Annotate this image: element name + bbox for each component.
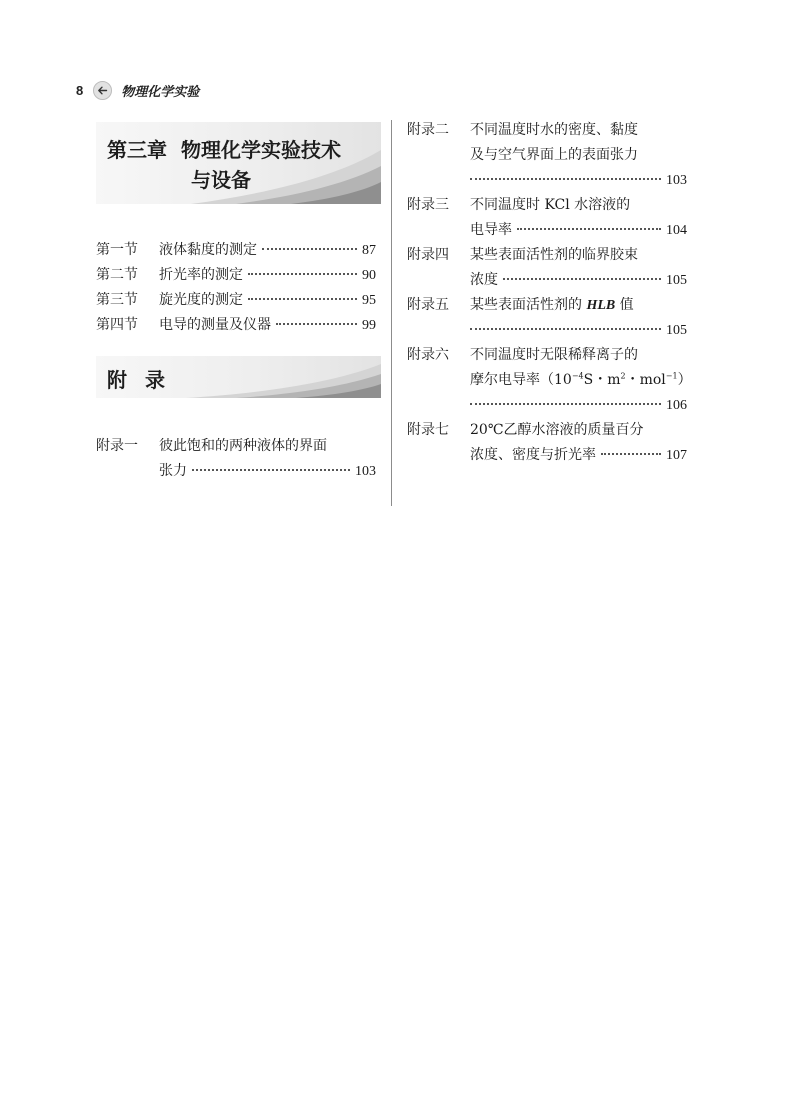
unit-part: S・m [583,372,621,388]
page-header [76,80,199,100]
toc-appendix-2[interactable] [407,122,687,189]
appendix-label: 附录一 [96,438,138,454]
page-number: 8 [76,82,84,98]
appendix-title-line1: 彼此饱和的两种液体的界面 [159,438,327,454]
appendix-title-line1: 某些表面活性剂的临界胶束 [470,247,638,263]
appendix-page-number: 106 [666,398,687,413]
exponent: −4 [571,371,584,381]
hlb-term: HLB [586,298,616,313]
appendix-label: 附录四 [407,247,449,263]
appendix-page-number: 103 [355,464,376,479]
appendix-title-line1: 20℃乙醇水溶液的质量百分 [470,422,644,438]
dot-leader [470,328,661,330]
unit-part: ・mol [625,372,666,388]
appendix-title-line2: 浓度 [470,272,498,288]
toc-appendix-1[interactable] [96,438,376,480]
section-title: 液体黏度的测定 [159,242,257,258]
appendix-title-line2: 电导率 [470,222,512,238]
section-title: 旋光度的测定 [159,292,243,308]
appendix-heading: 附录 [107,368,183,392]
exponent: −1 [665,371,678,381]
section-label: 第二节 [96,267,138,283]
appendix-title-line1 [470,297,634,314]
appendix-banner [96,356,381,398]
appendix-page-number: 103 [666,173,687,188]
section-label: 第一节 [96,242,138,258]
appendix-title-line2: 张力 [159,463,187,479]
appendix-title-suffix: 值 [615,297,634,313]
appendix-title-line2: 及与空气界面上的表面张力 [470,147,638,163]
toc-section-4[interactable] [96,317,376,334]
unit-suffix: ） [677,372,692,388]
toc-appendix-5[interactable] [407,297,687,339]
back-arrow-icon[interactable] [93,81,112,100]
appendix-title-line1: 不同温度时 KCl 水溶液的 [470,197,631,213]
toc-appendix-6[interactable] [407,347,692,414]
toc-section-1[interactable] [96,242,376,259]
chapter-banner [96,122,381,204]
section-label: 第四节 [96,317,138,333]
dot-leader [248,273,357,275]
dot-leader [470,178,661,180]
appendix-page-number: 104 [666,223,687,238]
chapter-title-line1: 物理化学实验技术 [181,138,341,162]
section-page-number: 87 [362,243,376,258]
section-title: 折光率的测定 [159,267,243,283]
section-page-number: 90 [362,268,376,283]
appendix-title-line2 [470,372,692,389]
toc-section-3[interactable] [96,292,376,309]
appendix-page-number: 105 [666,323,687,338]
dot-leader [601,453,661,455]
dot-leader [262,248,357,250]
toc-appendix-7[interactable] [407,422,687,464]
dot-leader [470,403,661,405]
appendix-title-line1: 不同温度时水的密度、黏度 [470,122,638,138]
exponent: 2 [620,371,626,381]
chapter-heading [107,135,341,165]
column-divider [391,120,392,506]
section-page-number: 99 [362,318,376,333]
unit-prefix: 摩尔电导率（10 [470,372,572,388]
section-label: 第三节 [96,292,138,308]
toc-appendix-4[interactable] [407,247,687,289]
dot-leader [276,323,357,325]
appendix-title-line1: 不同温度时无限稀释离子的 [470,347,638,363]
appendix-label: 附录七 [407,422,449,438]
toc-section-2[interactable] [96,267,376,284]
book-title: 物理化学实验 [121,84,200,100]
section-title: 电导的测量及仪器 [159,317,271,333]
appendix-title-line2: 浓度、密度与折光率 [470,447,596,463]
appendix-label: 附录二 [407,122,449,138]
dot-leader [503,278,661,280]
appendix-label: 附录五 [407,297,449,313]
chapter-number: 第三章 [107,138,167,162]
appendix-label: 附录六 [407,347,449,363]
dot-leader [192,469,350,471]
toc-appendix-3[interactable] [407,197,687,239]
dot-leader [517,228,661,230]
chapter-title-line2: 与设备 [191,168,251,192]
appendix-page-number: 105 [666,273,687,288]
appendix-label: 附录三 [407,197,449,213]
appendix-title-prefix: 某些表面活性剂的 [470,297,587,313]
appendix-page-number: 107 [666,448,687,463]
section-page-number: 95 [362,293,376,308]
dot-leader [248,298,357,300]
